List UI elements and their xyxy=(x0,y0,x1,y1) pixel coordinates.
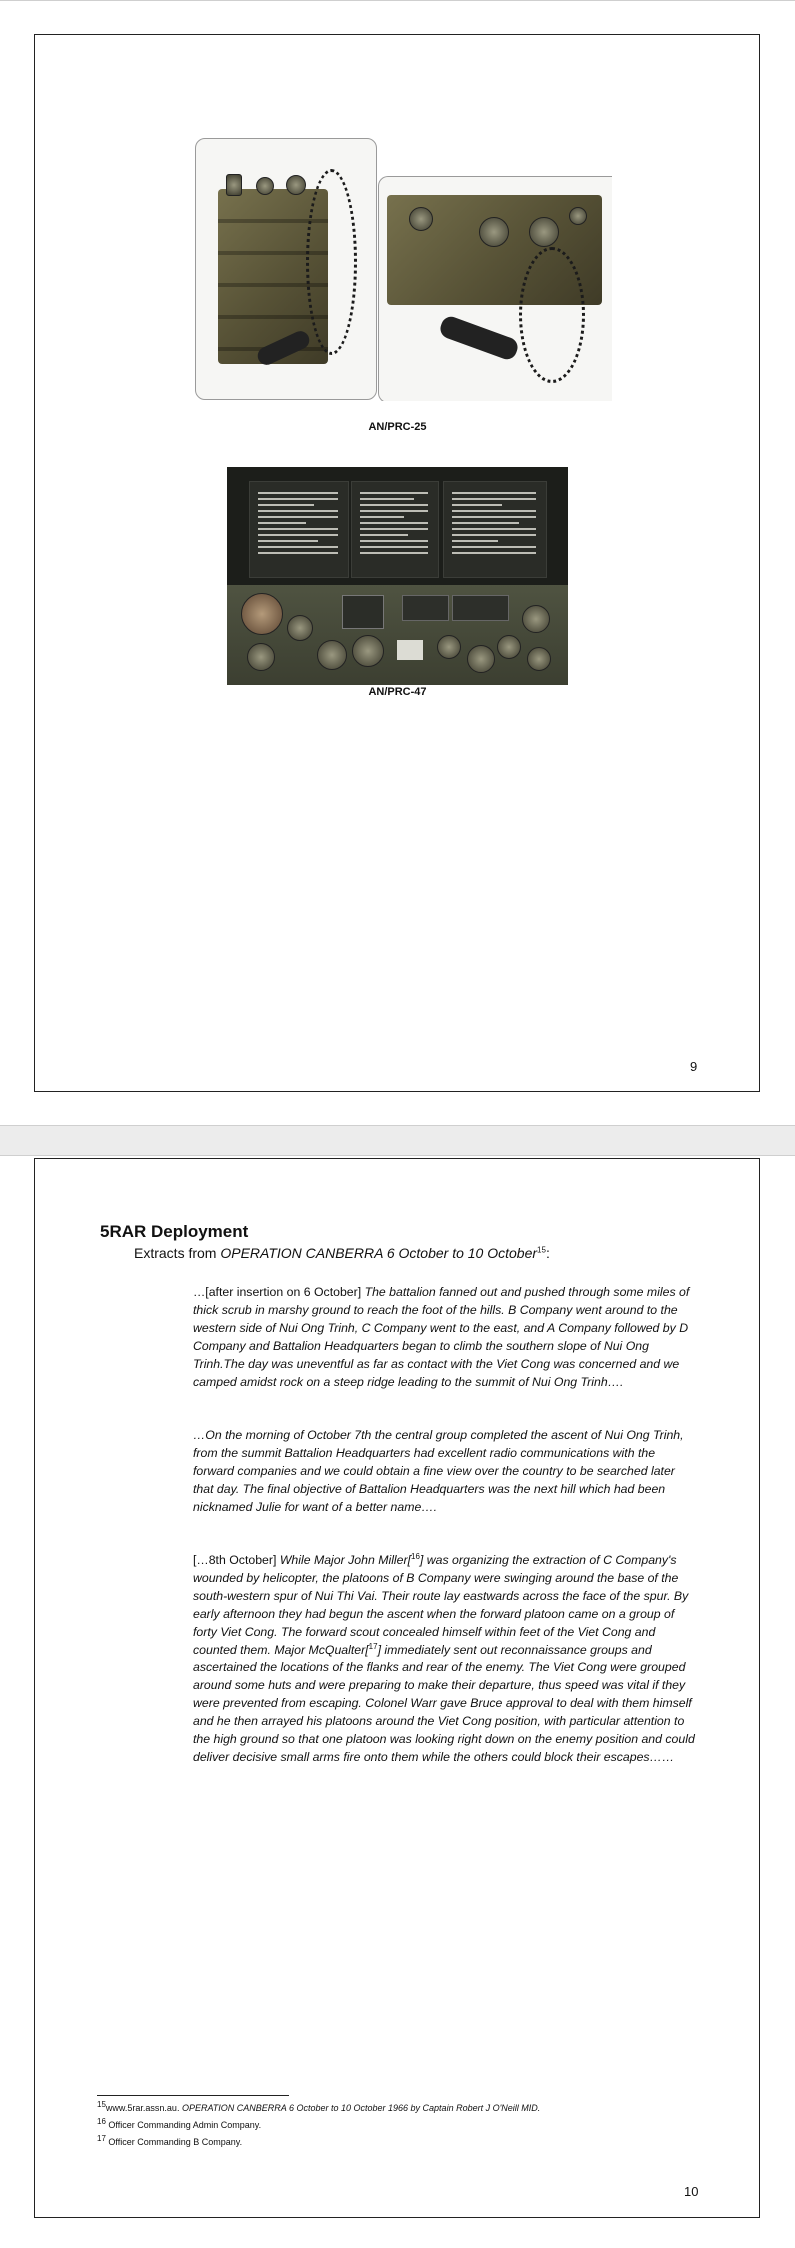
prc47-instruction-panel-center xyxy=(351,481,439,578)
prc47-rotary-dial xyxy=(241,593,283,635)
footnote-ref-16: 16 xyxy=(411,1551,420,1561)
footnote-separator xyxy=(97,2095,289,2096)
footnote-ref-17: 17 xyxy=(368,1641,378,1651)
extract-paragraph-1: …[after insertion on 6 October] The battalion fanned out and pushed through some miles of thick scrub in marshy ground to reach the foot of the hills. B Company went around to the western side of Nui Ong Trinh, C Company went to the east, and A Company followed by D Company and Battalion Headquarters began to climb the southern slope of Nui Ong Trinh.The day was uneventful as far as contact with the Viet Cong was concerned and we camped amidst rock on a steep ridge leading to the summit of Nui Ong Trinh…. xyxy=(193,1285,690,1389)
footnote-ref-15: 15 xyxy=(537,1245,546,1255)
prc25-photo xyxy=(195,136,612,401)
page-number-10: 10 xyxy=(684,2184,699,2199)
prc47-photo xyxy=(227,467,568,685)
extracts-subheading: Extracts from OPERATION CANBERRA 6 October to 10 October$^{15}$: xyxy=(134,1245,550,1261)
footnote-16: $^{16}$ Officer Commanding Admin Company. xyxy=(97,2117,262,2130)
prc47-control-panel xyxy=(227,585,568,685)
prc25-right-view xyxy=(378,176,612,401)
handset-cord xyxy=(306,169,357,355)
section-heading: 5RAR Deployment xyxy=(100,1222,249,1241)
prc25-caption: AN/PRC-25 xyxy=(368,421,427,433)
page-number-9: 9 xyxy=(690,1059,698,1074)
extract-paragraph-2: …On the morning of October 7th the central group completed the ascent of Nui Ong Trinh, from the summit Battalion Headquarters had excellent radio communications with the forward companies and we could obtain a fine view over the country to be searched later that day. The final objective of Battalion Headquarters was the next hill which had been nicknamed Julie for want of a better name…. xyxy=(193,1428,684,1514)
antenna-base xyxy=(226,174,242,196)
prc47-instruction-panel-left xyxy=(249,481,349,578)
handset xyxy=(438,314,521,362)
prc47-caption: AN/PRC-47 xyxy=(368,686,427,698)
footnote-15: $^{15}$www.5rar.assn.au. OPERATION CANBERRA 6 October to 10 October 1966 by Captain Robert J O'Neill MID. xyxy=(97,2100,541,2113)
page-gap-middle xyxy=(0,1124,795,1155)
footnote-17: $^{17}$ Officer Commanding B Company. xyxy=(97,2134,243,2147)
prc25-left-view xyxy=(195,138,377,400)
prc47-instruction-panel-right xyxy=(443,481,547,578)
extract-paragraph-3: […8th October] While Major John Miller[$^{16}$] was organizing the extraction of C Company's wounded by helicopter, the platoons of B Company were swinging around the base of the south-western spur of Nui Thi Vai. Their route lay eastwards across the face of the spur. By early afternoon they had begun the ascent when the forward platoon came on a group of forty Viet Cong. The forward scout concealed himself within feet of the Viet Cong and counted them. Major McQualter[$^{17}$] immediately sent out reconnaissance groups and ascertained the locations of the flanks and rear of the enemy. The Viet Cong were grouped around some huts and were preparing to make their departure, thus speed was vital if they were prevented from escaping. Colonel Warr gave Bruce approval to deal with them himself and he then arrayed his platoons around the Viet Cong position, with particular attention to the high ground so that one platoon was looking right down on the enemy position and could deliver decisive small arms fire onto them while the others could block their escapes…… xyxy=(193,1551,695,1764)
